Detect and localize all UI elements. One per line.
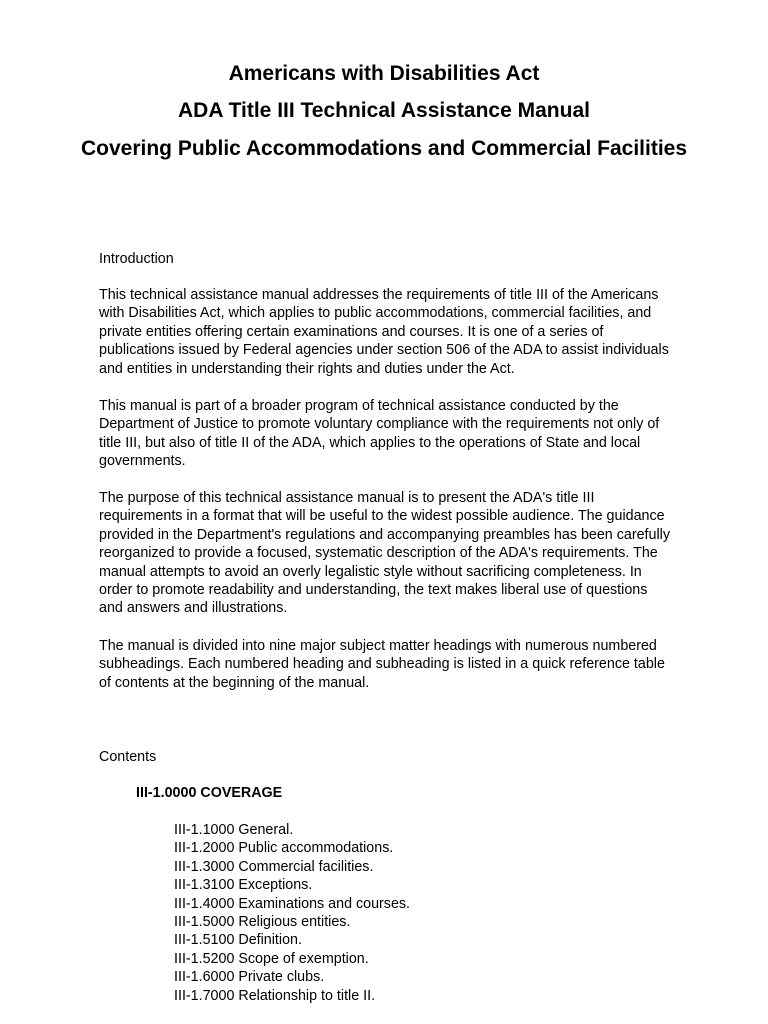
toc-item: III-1.6000 Private clubs. <box>174 969 325 986</box>
paragraph-2: This manual is part of a broader program of technical assistance conducted by the Department of Justice to promote voluntary compliance with the requirements not only of title III, but also of title II of the ADA, which applies to the operations of State and local governments. <box>99 398 660 470</box>
toc-item: III-1.4000 Examinations and courses. <box>174 895 411 912</box>
paragraph-3: The purpose of this technical assistance manual is to present the ADA's title III requirements in a format that will be useful to the widest possible audience. The guidance provided in the Department's regulations and accompanying preambles has been carefully reorganized to provide a focused, systematic description of the ADA's requirements. The manual attempts to avoid an overly legalistic style without sacrificing completeness. In order to promote readability and understanding, the text makes liberal use of questions and answers and illustrations. <box>99 490 670 617</box>
paragraph-4: The manual is divided into nine major subject matter headings with numerous numbered subheadings. Each numbered heading and subheading is listed in a quick reference table of contents at the beginning of the manual. <box>99 638 665 691</box>
toc-item: III-1.7000 Relationship to title II. <box>174 987 376 1004</box>
paragraph-1: This technical assistance manual addresses the requirements of title III of the Americans with Disabilities Act, which applies to public accommodations, commercial facilities, and private entities offering certain examinations and courses. It is one of a series of publications issued by Federal agencies under section 506 of the ADA to assist individuals and entities in understanding their rights and duties under the Act. <box>99 287 669 377</box>
document-title: Americans with Disabilities Act <box>228 62 540 85</box>
toc-item: III-1.3000 Commercial facilities. <box>174 858 374 875</box>
toc-item: III-1.1000 General. <box>174 822 294 838</box>
contents-heading: Contents <box>99 749 157 765</box>
toc-item: III-1.5000 Religious entities. <box>174 914 351 931</box>
toc-item: III-1.5200 Scope of exemption. <box>174 950 369 967</box>
introduction-heading: Introduction <box>99 251 174 267</box>
toc-item: III-1.5100 Definition. <box>174 932 302 949</box>
table-of-contents <box>174 821 410 1005</box>
document-subtitle-2: Covering Public Accommodations and Commercial Facilities <box>80 137 688 160</box>
toc-item: III-1.3100 Exceptions. <box>174 877 313 894</box>
toc-section-heading: III-1.0000 COVERAGE <box>136 785 283 801</box>
document-subtitle: ADA Title III Technical Assistance Manual <box>178 99 590 122</box>
toc-item: III-1.2000 Public accommodations. <box>174 840 394 857</box>
